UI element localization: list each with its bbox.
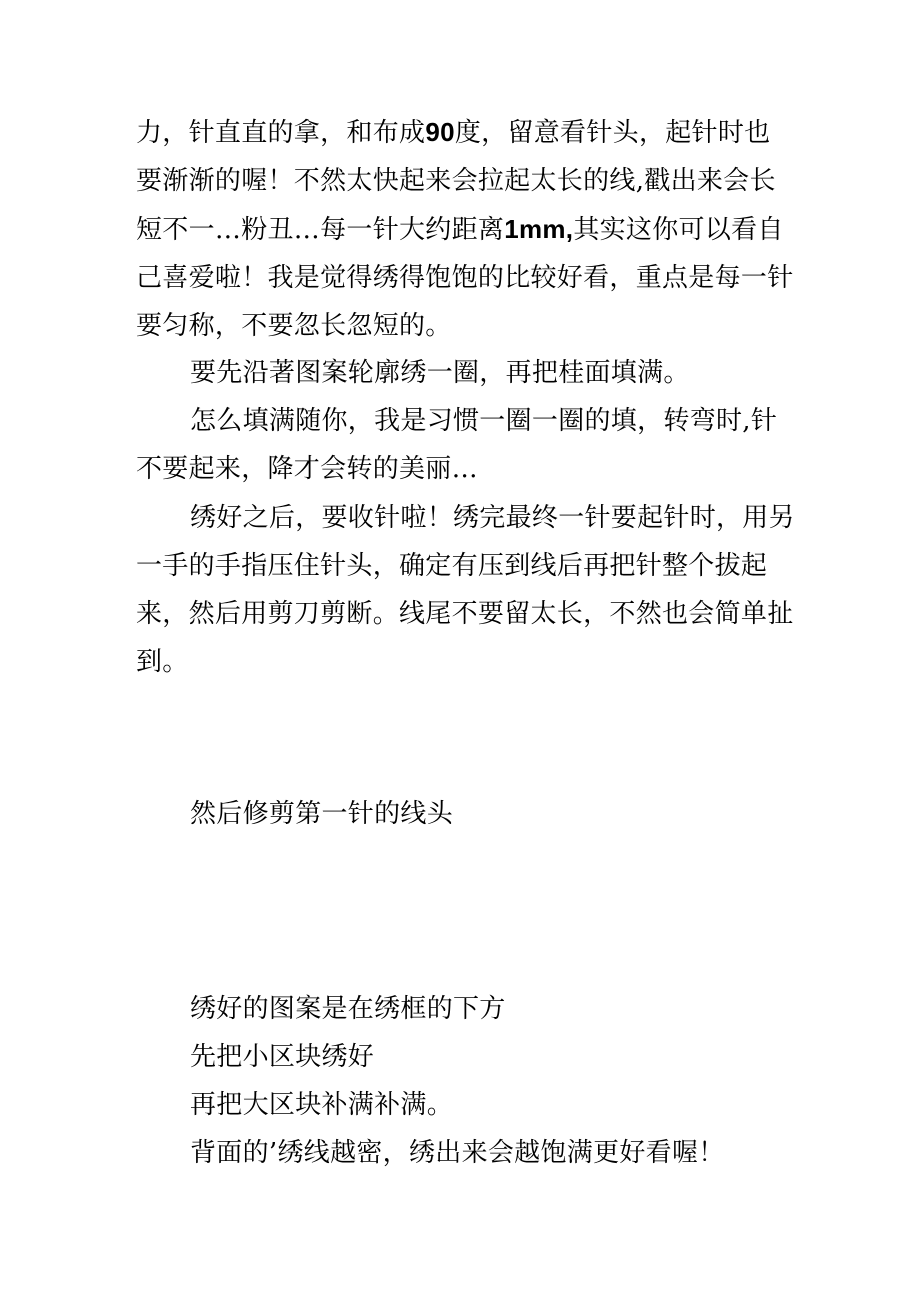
paragraph-text: 力，针直直的拿，和布成 bbox=[136, 118, 426, 148]
paragraph-outline-first: 要先沿著图案轮廓绣一圈，再把桂面填满。 bbox=[190, 358, 690, 388]
bold-measurement: 1mm, bbox=[504, 214, 574, 244]
paragraph-stitch-technique bbox=[136, 108, 796, 350]
bold-number: 90 bbox=[425, 117, 455, 147]
caption-trim-thread: 然后修剪第一针的线头 bbox=[190, 799, 454, 829]
paragraph-text: 度，留意看针头，起针时也要渐渐的喔！不然太快起来会拉起太长的线,戳出来会长短不一…粉丑…每一针大约距离 bbox=[136, 118, 776, 245]
paragraph-fill-method: 怎么填满随你，我是习惯一圈一圈的填，转弯时,针不要起来，降才会转的美丽… bbox=[136, 406, 778, 484]
caption-small-areas: 先把小区块绣好 bbox=[190, 1042, 375, 1072]
caption-pattern-location: 绣好的图案是在绣框的下方 bbox=[190, 994, 506, 1024]
paragraph-finish-stitch: 绣好之后，要收针啦！绣完最终一针要起针时，用另一手的手指压住针头，确定有压到线后再把针整个拔起来，然后用剪刀剪断。线尾不要留太长，不然也会简单扯到。 bbox=[136, 503, 795, 677]
caption-back-density: 背面的’绣线越密，绣出来会越饱满更好看喔！ bbox=[190, 1138, 725, 1168]
paragraph-text: 其实这你可以看自己喜爱啦！我是觉得绣得饱饱的比较好看，重点是每一针要匀称，不要忽长忽短的。 bbox=[136, 215, 794, 341]
caption-large-areas: 再把大区块补满补满。 bbox=[190, 1090, 454, 1120]
